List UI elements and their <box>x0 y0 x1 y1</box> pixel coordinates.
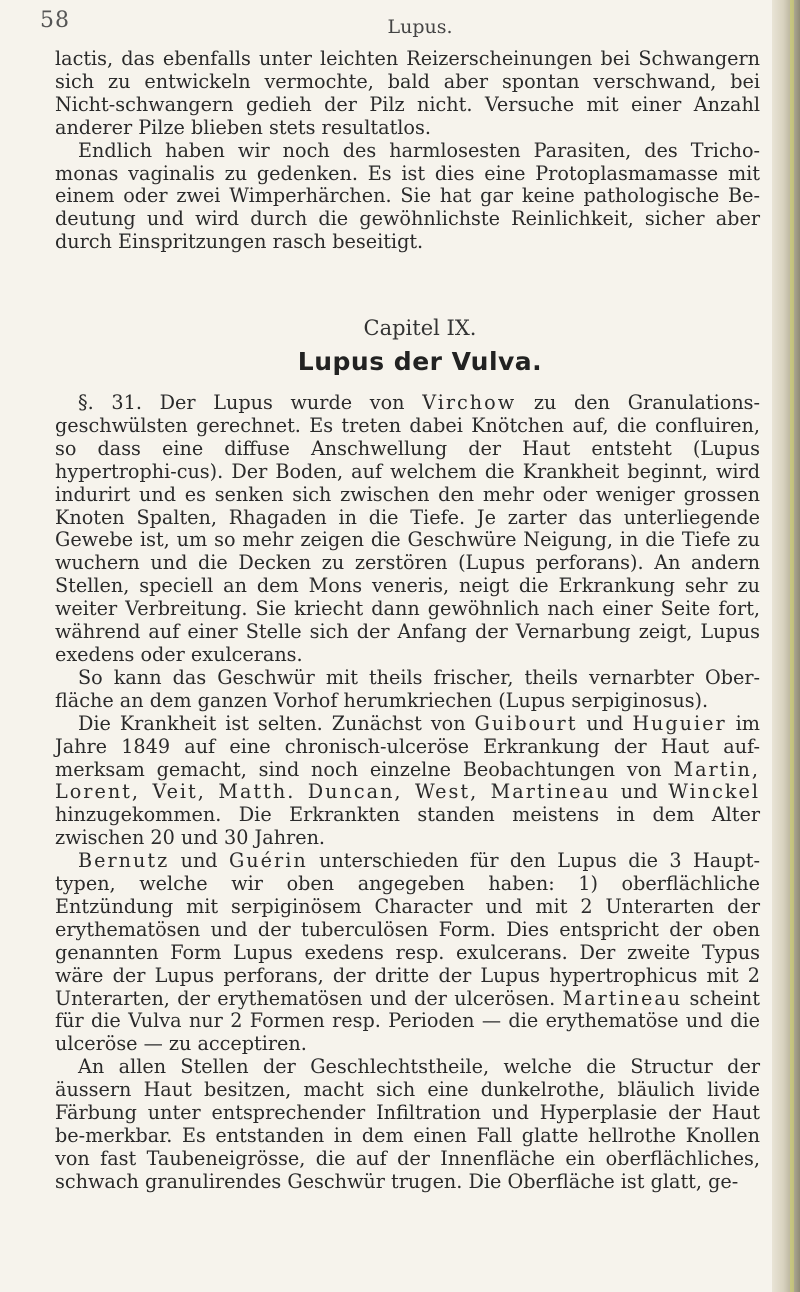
text-run: und <box>169 849 229 873</box>
paragraph-trichomonas: Endlich haben wir noch des harmlosesten Parasiten, des Tricho-monas vaginalis zu gedenken. Es ist dies eine Protoplasmamasse mit einem oder zwei Wimperhärchen. Sie hat gar keine pathologische Be-deutung und wird durch die gewöhnlichste Reinlichkeit, sicher aber durch Einspritzungen rasch beseitigt. <box>55 138 760 254</box>
author-name: Martineau <box>562 986 683 1010</box>
paragraph-history <box>55 713 760 850</box>
text-run: hinzugekommen. Die Erkrankten standen meistens in dem Alter zwischen 20 und 30 Jahren. <box>55 803 760 850</box>
text-run: Die Krankheit ist selten. Zunächst von <box>78 711 475 735</box>
text-run: zu den Granulations-geschwülsten gerechnet. Es treten dabei Knötchen auf, die confluiren, so dass eine diffuse Anschwellung der Haut entsteht (Lupus hypertrophi-cus). Der Boden, auf welchem die Krankheit beginnt, wird indurirt und es senken sich zwischen den mehr oder weniger grossen Knoten Spalten, Rhagaden in die Tiefe. Je zarter das unterliegende Gewebe ist, um so mehr zeigen die Geschwüre Neigung, in die Tiefe zu wuchern und die Decken zu zerstören (Lupus perforans). An andern Stellen, speciell an dem Mons veneris, neigt die Erkrankung sehr zu weiter Verbreitung. Sie kriecht dann gewöhnlich nach einer Seite fort, während auf einer Stelle sich der Anfang der Vernarbung zeigt, Lupus exedens oder exulcerans. <box>55 391 761 666</box>
author-name: Guibourt <box>474 711 578 735</box>
text-run: und <box>610 780 669 804</box>
text-run: unterschieden für den Lupus die 3 Haupt-typen, welche wir oben angegeben haben: 1) oberflächliche Entzündung mit serpiginösem Character und mit 2 Unterarten der erythematösen und der tuberculösen Form. Dies entspricht der oben genannten Form Lupus exedens resp. exulcerans. Der zweite Typus wäre der Lupus perforans, der dritte der Lupus hypertrophicus mit 2 Unterarten, der erythematösen und der ulcerösen. <box>55 849 760 1010</box>
running-head: Lupus. <box>387 16 453 38</box>
author-name: Guérin <box>228 849 308 873</box>
body-text-block <box>55 392 760 1194</box>
author-name: Winckel <box>668 780 760 804</box>
page-number: 58 <box>40 8 70 33</box>
top-text-block <box>55 48 760 254</box>
text-run: und <box>577 711 633 735</box>
author-name: Huguier <box>632 711 727 735</box>
paragraph-serpiginosus: So kann das Geschwür mit theils frischer, theils vernarbter Ober-fläche an dem ganzen Vorhof herumkriechen (Lupus serpiginosus). <box>55 665 760 712</box>
chapter-label: Capitel IX. <box>363 316 477 340</box>
paragraph-appearance: An allen Stellen der Geschlechtstheile, welche die Structur der äussern Haut besitzen, macht sich eine dunkelrothe, bläulich livide Färbung unter entsprechender Infiltration und Hyperplasie der Haut be-merkbar. Es entstanden in dem einen Fall glatte hellrothe Knollen von fast Taubeneigrösse, die auf der Innenfläche ein oberflächliches, schwach granulirendes Geschwür trugen. Die Oberfläche ist glatt, ge- <box>55 1055 760 1193</box>
paragraph-types <box>55 850 760 1056</box>
author-names: Martin, Lorent, Veit, Matth. Duncan, West, Martineau <box>55 757 760 804</box>
text-run: im Jahre 1849 auf eine chronisch-ulceröse Erkrankung der Haut auf-merksam gemacht, sind noch einzelne Beobachtungen von <box>55 711 760 781</box>
author-name: Virchow <box>422 391 517 414</box>
text-run: §. 31. Der Lupus wurde von <box>78 391 423 414</box>
page-edge-stripe <box>790 0 794 1292</box>
chapter-title: Lupus der Vulva. <box>297 347 543 376</box>
page-edge <box>772 0 800 1292</box>
paragraph-section-31 <box>55 392 760 667</box>
author-name: Bernutz <box>78 849 170 873</box>
text-run: scheint für die Vulva nur 2 Formen resp. Perioden — die erythematöse und die ulceröse — zu acceptiren. <box>55 986 760 1056</box>
paragraph-continued: lactis, das ebenfalls unter leichten Reizerscheinungen bei Schwangern sich zu entwickeln vermochte, bald aber spontan verschwand, bei Nicht-schwangern gedieh der Pilz nicht. Versuche mit einer Anzahl anderer Pilze blieben stets resultatlos. <box>55 47 760 139</box>
